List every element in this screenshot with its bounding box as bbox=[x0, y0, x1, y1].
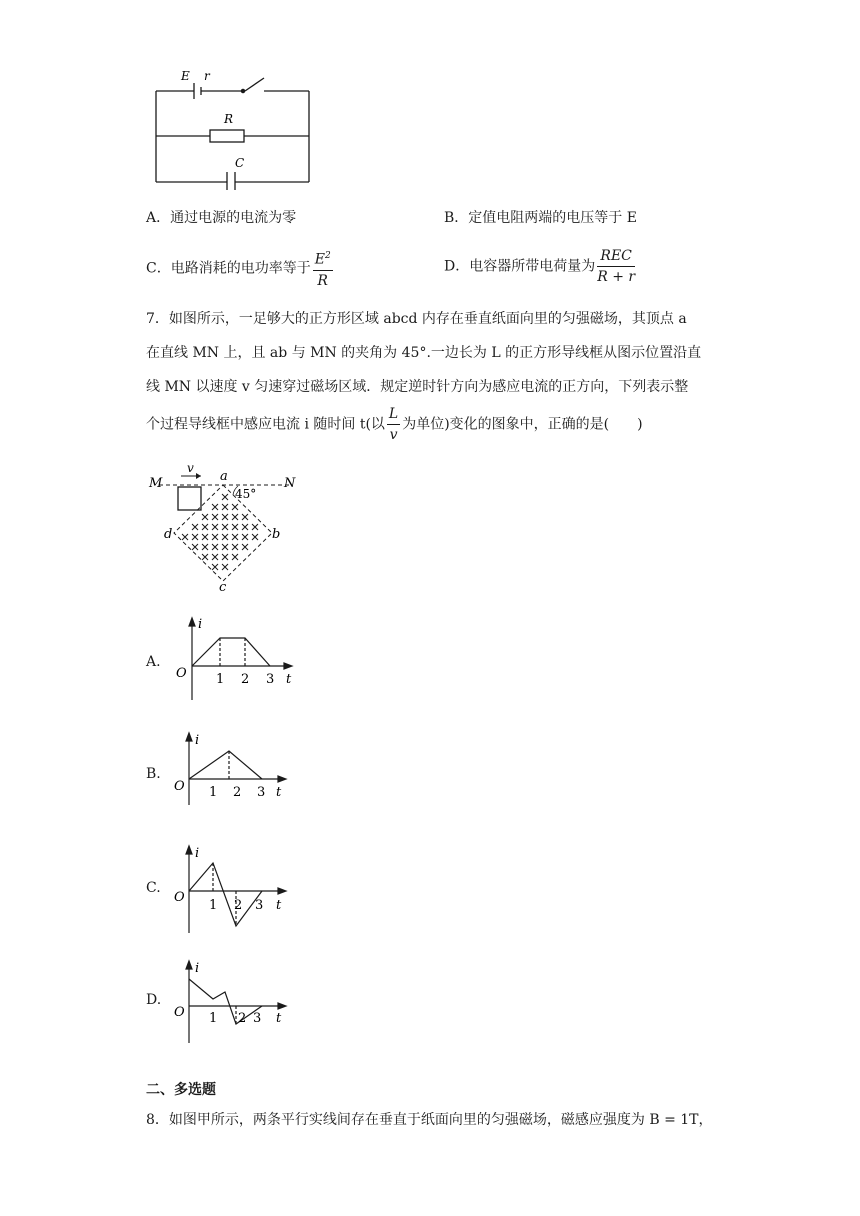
field-cross-mark bbox=[252, 524, 258, 530]
field-cross-mark bbox=[212, 534, 218, 540]
q7-field-figure bbox=[145, 460, 305, 595]
q7-line-2: 在直线 MN 上，且 ab 与 MN 的夹角为 45°.一边长为 L 的正方形导线框从图示位置沿直 bbox=[146, 345, 702, 361]
field-cross-mark bbox=[232, 534, 238, 540]
field-cross-mark bbox=[202, 554, 208, 560]
field-cross-mark bbox=[222, 504, 228, 510]
label-r: r bbox=[204, 69, 210, 83]
svg-text:i: i bbox=[195, 961, 200, 976]
field-cross-mark bbox=[202, 534, 208, 540]
graph-option-d[interactable]: D. bbox=[146, 992, 162, 1008]
svg-text:i: i bbox=[195, 733, 200, 748]
field-cross-mark bbox=[232, 504, 238, 510]
q6-option-a[interactable]: A．通过电源的电流为零 bbox=[146, 210, 297, 226]
field-cross-mark bbox=[232, 554, 238, 560]
field-cross-mark bbox=[232, 544, 238, 550]
graph-option-c[interactable]: C. bbox=[146, 880, 161, 896]
svg-text:O: O bbox=[174, 890, 185, 905]
field-cross-mark bbox=[202, 514, 208, 520]
graph-option-a[interactable]: A. bbox=[146, 654, 161, 670]
field-cross-mark bbox=[222, 554, 228, 560]
svg-text:1: 1 bbox=[209, 785, 218, 800]
field-cross-mark bbox=[212, 524, 218, 530]
svg-text:3: 3 bbox=[253, 1011, 262, 1026]
svg-text:2: 2 bbox=[238, 1011, 247, 1026]
section-title: 二、多选题 bbox=[146, 1082, 216, 1098]
field-cross-mark bbox=[202, 524, 208, 530]
svg-text:2: 2 bbox=[234, 898, 243, 913]
field-cross-mark bbox=[242, 534, 248, 540]
field-cross-mark bbox=[232, 514, 238, 520]
label-d: d bbox=[164, 527, 173, 542]
field-cross-mark bbox=[242, 514, 248, 520]
graph-c bbox=[172, 843, 302, 938]
svg-text:O: O bbox=[176, 666, 187, 681]
field-cross-mark bbox=[192, 544, 198, 550]
q7-line-4: 个过程导线框中感应电流 i 随时间 t(以 $\frac{L}{v}$ 为单位)变化的图象中，正确的是( ) bbox=[146, 406, 643, 443]
graph-d bbox=[172, 958, 302, 1053]
field-cross-mark bbox=[192, 524, 198, 530]
svg-text:t: t bbox=[276, 1011, 282, 1026]
label-C: C bbox=[235, 156, 245, 170]
svg-text:1: 1 bbox=[209, 898, 218, 913]
field-cross-mark bbox=[222, 534, 228, 540]
q6-option-c-fraction: $\frac{E^2}{R}$ bbox=[313, 246, 333, 291]
label-c: c bbox=[219, 580, 227, 595]
svg-text:3: 3 bbox=[255, 898, 264, 913]
field-cross-mark bbox=[242, 524, 248, 530]
field-cross-mark bbox=[222, 564, 228, 570]
field-cross-mark bbox=[242, 544, 248, 550]
q6-option-d-fraction: $\frac{\text{REC}}{R + r}$ bbox=[597, 248, 636, 285]
svg-text:i: i bbox=[195, 846, 200, 861]
field-cross-mark bbox=[212, 504, 218, 510]
svg-text:3: 3 bbox=[257, 785, 266, 800]
field-cross-mark bbox=[212, 544, 218, 550]
field-cross-mark bbox=[222, 544, 228, 550]
q7-line-3: 线 MN 以速度 v 匀速穿过磁场区域．规定逆时针方向为感应电流的正方向，下列表示整 bbox=[146, 379, 689, 395]
label-a: a bbox=[220, 469, 228, 484]
field-cross-mark bbox=[192, 534, 198, 540]
svg-text:t: t bbox=[276, 898, 282, 913]
svg-text:O: O bbox=[174, 779, 185, 794]
svg-text:O: O bbox=[174, 1005, 185, 1020]
label-v: v bbox=[187, 461, 194, 475]
svg-text:1: 1 bbox=[209, 1011, 218, 1026]
svg-text:2: 2 bbox=[241, 672, 250, 687]
svg-text:3: 3 bbox=[266, 672, 275, 687]
field-cross-mark bbox=[212, 564, 218, 570]
field-cross-mark bbox=[212, 554, 218, 560]
label-b: b bbox=[272, 527, 281, 542]
svg-text:2: 2 bbox=[233, 785, 242, 800]
q6-option-d[interactable] bbox=[444, 246, 637, 287]
label-R: R bbox=[224, 112, 234, 126]
graph-b bbox=[172, 730, 302, 820]
field-cross-mark bbox=[252, 534, 258, 540]
q6-option-d-text: D．电容器所带电荷量为 bbox=[444, 258, 596, 275]
label-E: E bbox=[181, 69, 190, 83]
field-cross-mark bbox=[212, 514, 218, 520]
label-N: N bbox=[284, 476, 296, 491]
field-cross-mark bbox=[202, 544, 208, 550]
q6-option-b[interactable]: B．定值电阻两端的电压等于 E bbox=[444, 210, 637, 226]
label-angle: 45° bbox=[235, 487, 257, 501]
field-cross-mark bbox=[232, 524, 238, 530]
circuit-diagram bbox=[150, 66, 315, 190]
field-cross-mark bbox=[222, 514, 228, 520]
svg-text:i: i bbox=[198, 617, 203, 632]
field-cross-mark bbox=[222, 524, 228, 530]
label-M: M bbox=[149, 476, 163, 491]
svg-text:t: t bbox=[276, 785, 282, 800]
q6-option-c[interactable] bbox=[146, 246, 335, 291]
field-cross-mark bbox=[222, 494, 228, 500]
graph-a bbox=[172, 615, 302, 710]
field-cross-mark bbox=[182, 534, 188, 540]
q6-option-c-text: C．电路消耗的电功率等于 bbox=[146, 260, 311, 277]
q7-unit-fraction: $\frac{L}{v}$ bbox=[388, 406, 399, 443]
q8-line-1: 8．如图甲所示，两条平行实线间存在垂直于纸面向里的匀强磁场，磁感应强度为 B = 1T， bbox=[146, 1112, 713, 1128]
graph-option-b[interactable]: B. bbox=[146, 766, 161, 782]
q7-line-1: 7．如图所示，一足够大的正方形区域 abcd 内存在垂直纸面向里的匀强磁场，其顶点 a bbox=[146, 311, 687, 327]
svg-text:1: 1 bbox=[216, 672, 225, 687]
svg-text:t: t bbox=[286, 672, 292, 687]
